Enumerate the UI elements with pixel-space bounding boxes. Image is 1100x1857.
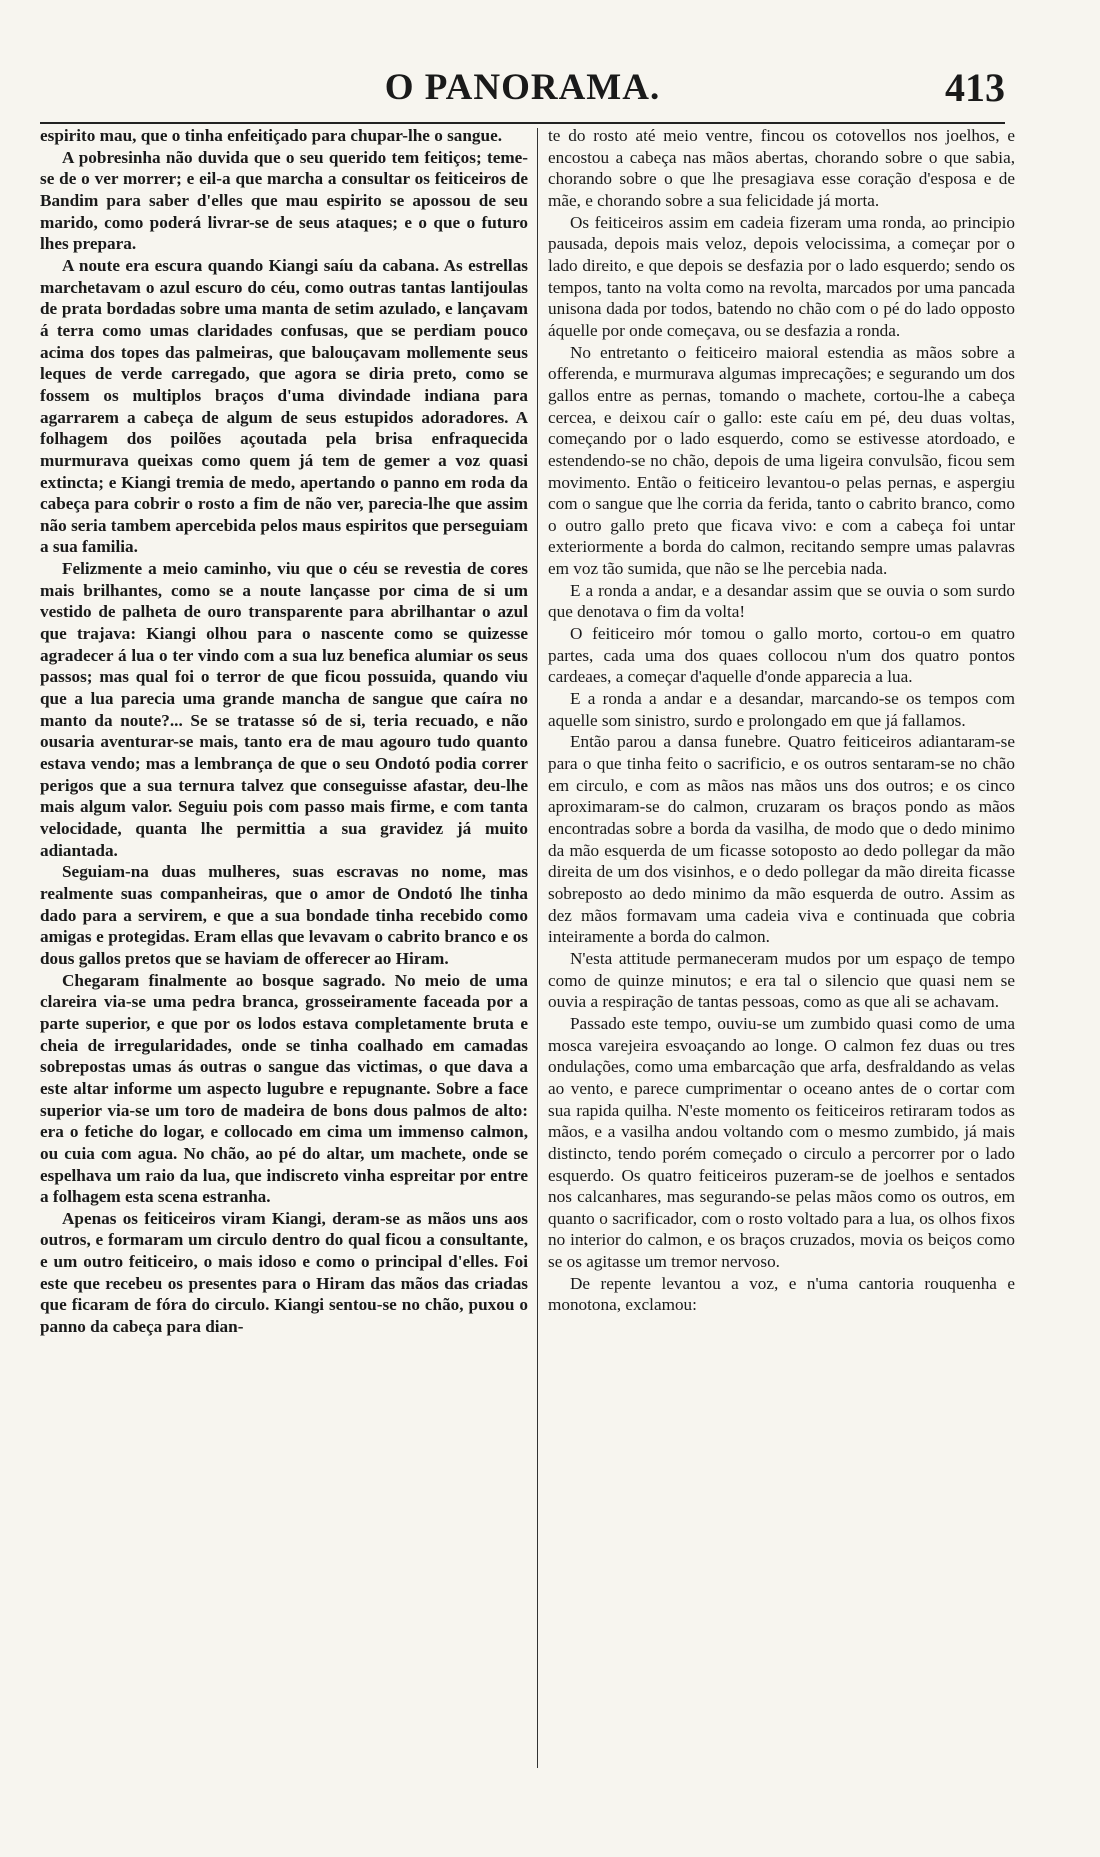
left-column (40, 125, 528, 1338)
paragraph: De repente levantou a voz, e n'uma cantoria rouquenha e monotona, exclamou: (548, 1273, 1015, 1315)
paragraph: E a ronda a andar e a desandar, marcando-se os tempos com aquelle som sinistro, surdo e prolongado em que já fallamos. (548, 689, 1015, 730)
page-header (40, 60, 1005, 130)
paragraph: Os feiticeiros assim em cadeia fizeram uma ronda, ao principio pausada, depois mais veloz, depois velocissima, a começar por o lado direito, e que depois se desfazia por o lado esquerdo; sendo os tempos, tanto na volta como na revolta, marcados por uma pancada unisona dada por todos, batendo no chão com o pé do lado opposto áquelle por onde começava, ou se desfazia a ronda. (548, 212, 1015, 340)
paragraph: Felizmente a meio caminho, viu que o céu se revestia de cores mais brilhantes, como se a noute lançasse por cima de si um vestido de palheta de ouro transparente para abrilhantar o azul que trajava: Kiangi olhou para o nascente como se quizesse agradecer á lua o ter vindo com a sua luz benefica alumiar os seus passos; mas qual foi o terror de que ficou possuida, quando viu que a lua parecia uma grande mancha de sangue que caíra no manto da noute?... Se se tratasse só de si, teria recuado, e não ousaria aventurar-se mais, tanto era de mau agouro tudo quanto estava vendo; mas a lembrança de que o seu Ondotó podia correr perigos que a sua ternura talvez que conseguisse afastar, deu-lhe mais algum valor. Seguiu pois com passo mais firme, e com tanta velocidade, quanta lhe permittia a sua gravidez já muito adiantada. (40, 559, 528, 860)
paragraph: A pobresinha não duvida que o seu querido tem feitiços; teme-se de o ver morrer; e eil-a que marcha a consultar os feiticeiros de Bandim para saber d'elles que mau espirito se apossou de seu marido, como poderá livrar-se de seus ataques; e o que o futuro lhes prepara. (40, 147, 528, 254)
paragraph: E a ronda a andar, e a desandar assim que se ouvia o som surdo que denotava o fim da volta! (548, 580, 1015, 622)
paragraph: O feiticeiro mór tomou o gallo morto, cortou-o em quatro partes, cada uma dos quaes collocou n'um dos quatro pontos cardeaes, a começar d'aquelle d'onde apparecia a lua. (548, 624, 1015, 687)
paragraph: Seguiam-na duas mulheres, suas escravas no nome, mas realmente suas companheiras, que o amor de Ondotó lhe tinha dado para a servirem, e que a sua bondade tinha recebido como amigas e protegidas. Eram ellas que levavam o cabrito branco e os dous gallos pretos que se haviam de offerecer ao Hiram. (40, 862, 528, 968)
paragraph: Apenas os feiticeiros viram Kiangi, deram-se as mãos uns aos outros, e formaram um circulo dentro do qual ficou a consultante, e um outro feiticeiro, o mais idoso e como o principal d'elles. Foi este que recebeu os presentes para o Hiram das mãos das criadas que ficaram de fóra do circulo. Kiangi sentou-se no chão, puxou o panno da cabeça para dian- (40, 1208, 528, 1337)
page-number: 413 (945, 65, 1005, 110)
paragraph: Então parou a dansa funebre. Quatro feiticeiros adiantaram-se para o que tinha feito o sacrificio, e os outros sentaram-se no chão em circulo, e com as mãos nas mãos uns dos outros; e os cinco aproximaram-se do calmon, cruzaram os braços pondo as mãos encontradas sobre a borda da vasilha, de modo que o dedo minimo da mão esquerda de um ficasse sotoposto ao dedo pollegar da mão direita de um dos visinhos, e o dedo pollegar da mão direita ficasse sobreposto ao dedo minimo da mão esquerda de outro. Assim as dez mãos formavam uma cadeia viva e continuada que cobria inteiramente a borda do calmon. (548, 732, 1015, 947)
paragraph: Chegaram finalmente ao bosque sagrado. No meio de uma clareira via-se uma pedra branca, grosseiramente faceada por a parte superior, e que por os lodos estava completamente bruta e cheia de irregularidades, onde se tinha coalhado em camadas sobrepostas umas ás outras o sangue das victimas, o que dava a este altar informe um aspecto lugubre e repugnante. Sobre a face superior via-se um toro de madeira de bons dous palmos de alto: era o fetiche do logar, e collocado em cima um immenso calmon, ou cuia com agua. No chão, ao pé do altar, um machete, onde se espelhava um raio da lua, que indiscreto vinha espreitar por entre a folhagem esta scena estranha. (40, 970, 528, 1207)
paragraph: A noute era escura quando Kiangi saíu da cabana. As estrellas marchetavam o azul escuro do céu, como outras tantas lantijoulas de prata bordadas sobre uma manta de setim azulado, e lançavam á terra como umas claridades confusas, que se perdiam pouco acima dos topes das palmeiras, que balouçavam mollemente seus leques de verde carregado, que agora se diria preto, como se fossem os multiplos braços d'uma divindade indiana para agarrarem a cabeça de algum de seus estupidos adoradores. A folhagem dos poilões açoutada pela brisa enfraquecida murmurava queixas como quem já tem de gemer a voz quasi extincta; e Kiangi tremia de medo, apertando o panno em roda da cabeça para cobrir o rosto a fim de não ver, parecia-lhe que assim não seria tambem apercebida pelos maus espiritos que perseguiam a sua familia. (40, 255, 528, 557)
paragraph: No entretanto o feiticeiro maioral estendia as mãos sobre a offerenda, e murmurava algumas imprecações; e segurando um dos gallos entre as pernas, tomando o machete, cortou-lhe a cabeça cercea, e deixou caír o gallo: este caíu em pé, deu duas voltas, começando por o lado esquerdo, como se estivesse atordoado, e estendendo-se no chão, depois de uma ligeira convulsão, ficou sem movimento. Então o feiticeiro levantou-o pelas pernas, e aspergiu com o sangue que lhe corria da ferida, tanto o cabrito branco, como o outro gallo preto que ficava vivo: e com a cabeça foi untar exteriormente a borda do calmon, recitando sempre umas palavras em voz tão sumida, que não se lhe percebia nada. (548, 342, 1015, 579)
publication-title: O PANORAMA. (384, 67, 661, 108)
paragraph: Passado este tempo, ouviu-se um zumbido quasi como de uma mosca varejeira esvoaçando ao longe. O calmon fez duas ou tres ondulações, como uma embarcação que arfa, desfraldando as velas ao vento, e parece cumprimentar o oceano antes de o cortar com sua rapida quilha. N'este momento os feiticeiros retiraram todos as mãos, e a vasilha andou voltando com o mesmo zumbido, já mais distincto, tendo porém começado o circulo a percorrer por o lado esquerdo. Os quatro feiticeiros puzeram-se de joelhos e sentados nos calcanhares, mas segurando-se pelas mãos como os outros, em quanto o sacrificador, com o rosto voltado para a lua, os olhos fixos no interior do calmon, e os braços cruzados, movia os beiços como se os agitasse um tremor nervoso. (548, 1013, 1015, 1272)
paragraph: espirito mau, que o tinha enfeitiçado para chupar-lhe o sangue. (40, 126, 503, 145)
paragraph: te do rosto até meio ventre, fincou os cotovellos nos joelhos, e encostou a cabeça nas mãos abertas, chorando sobre o que sabia, chorando sobre o que lhe presagiava esse coração d'esposa e de mãe, e chorando sobre a sua felicidade já morta. (548, 126, 1015, 210)
right-column (548, 125, 1015, 1316)
header-rule (40, 122, 1005, 124)
paragraph: N'esta attitude permaneceram mudos por um espaço de tempo como de quinze minutos; e era tal o silencio que quasi nem se ouvia a respiração de tantas pessoas, como as que ali se achavam. (548, 948, 1015, 1012)
column-divider (537, 128, 538, 1768)
